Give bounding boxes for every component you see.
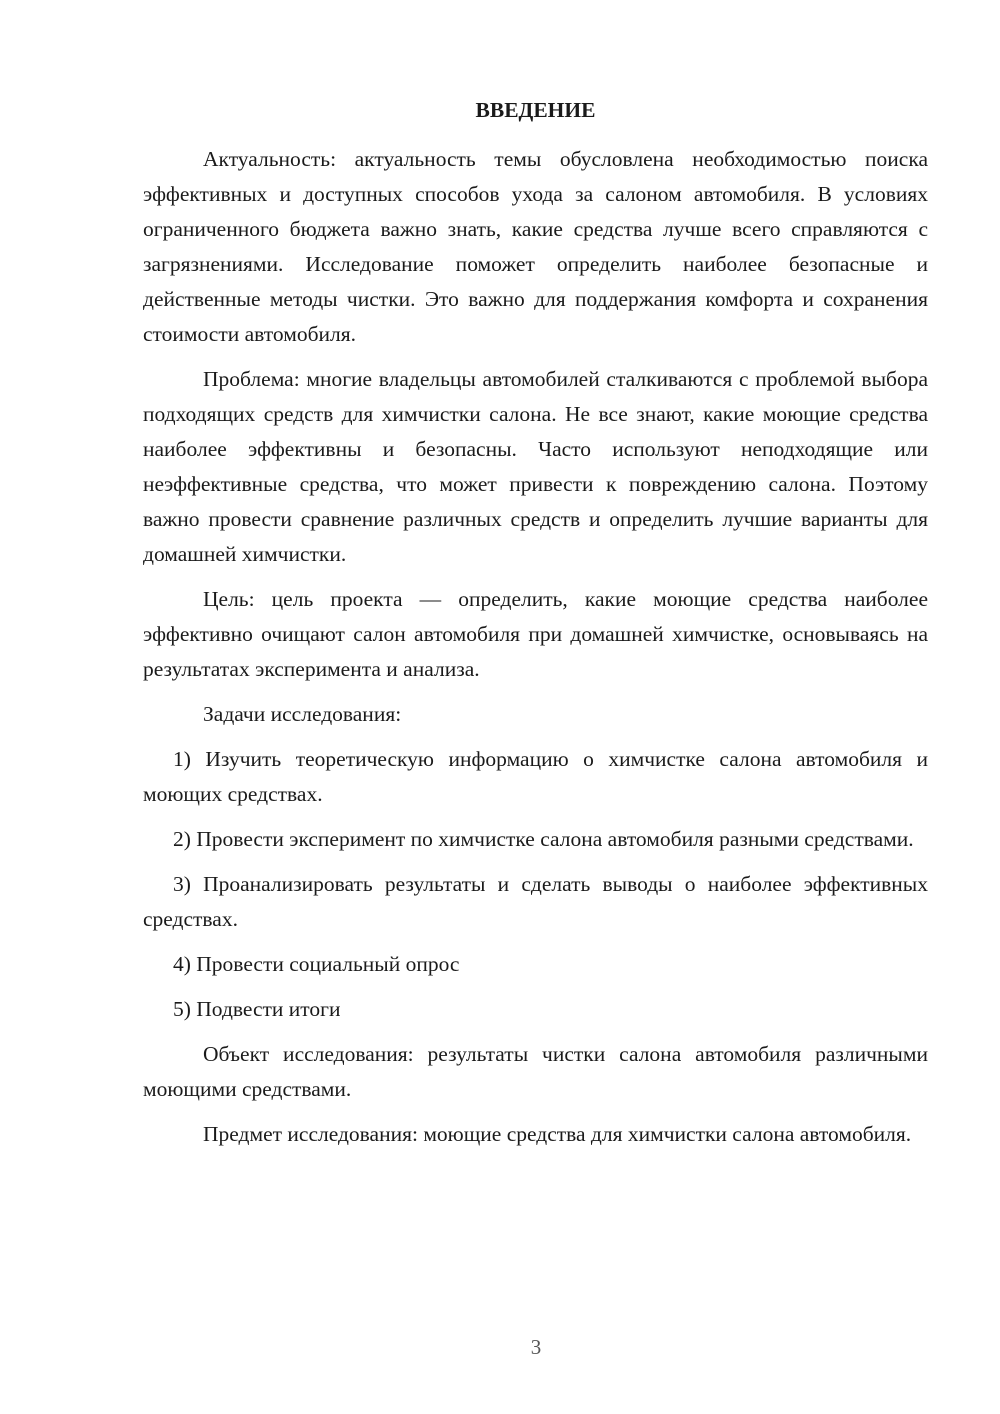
task-item-5: 5) Подвести итоги xyxy=(173,997,341,1021)
task-item-2: 2) Провести эксперимент по химчистке салона автомобиля разными средствами. xyxy=(173,827,914,851)
page-number: 3 xyxy=(530,1335,542,1359)
task-item-4: 4) Провести социальный опрос xyxy=(173,952,460,976)
document-page xyxy=(143,96,928,1162)
task-item-3: 3) Проанализировать результаты и сделать выводы о наиболее эффективных средствах. xyxy=(143,872,928,931)
object-paragraph: Объект исследования: результаты чистки салона автомобиля различными моющими средствами. xyxy=(143,1042,928,1101)
task-item-1: 1) Изучить теоретическую информацию о химчистке салона автомобиля и моющих средствах. xyxy=(143,747,928,806)
tasks-heading: Задачи исследования: xyxy=(203,702,402,726)
subject-paragraph: Предмет исследования: моющие средства для химчистки салона автомобиля. xyxy=(203,1122,912,1146)
section-title: ВВЕДЕНИЕ xyxy=(475,98,596,122)
relevance-paragraph: Актуальность: актуальность темы обусловлена необходимостью поиска эффективных и доступных способов ухода за салоном автомобиля. В условиях ограниченного бюджета важно знать, какие средства лучше всего справляются с загрязнениями. Исследование поможет определить наиболее безопасные и действенные методы чистки. Это важно для поддержания комфорта и сохранения стоимости автомобиля. xyxy=(143,147,928,346)
problem-paragraph: Проблема: многие владельцы автомобилей сталкиваются с проблемой выбора подходящих средств для химчистки салона. Не все знают, какие моющие средства наиболее эффективны и безопасны. Часто используют неподходящие или неэффективные средства, что может привести к повреждению салона. Поэтому важно провести сравнение различных средств и определить лучшие варианты для домашней химчистки. xyxy=(143,367,928,566)
goal-paragraph: Цель: цель проекта — определить, какие моющие средства наиболее эффективно очищают салон автомобиля при домашней химчистке, основываясь на результатах эксперимента и анализа. xyxy=(143,587,928,681)
